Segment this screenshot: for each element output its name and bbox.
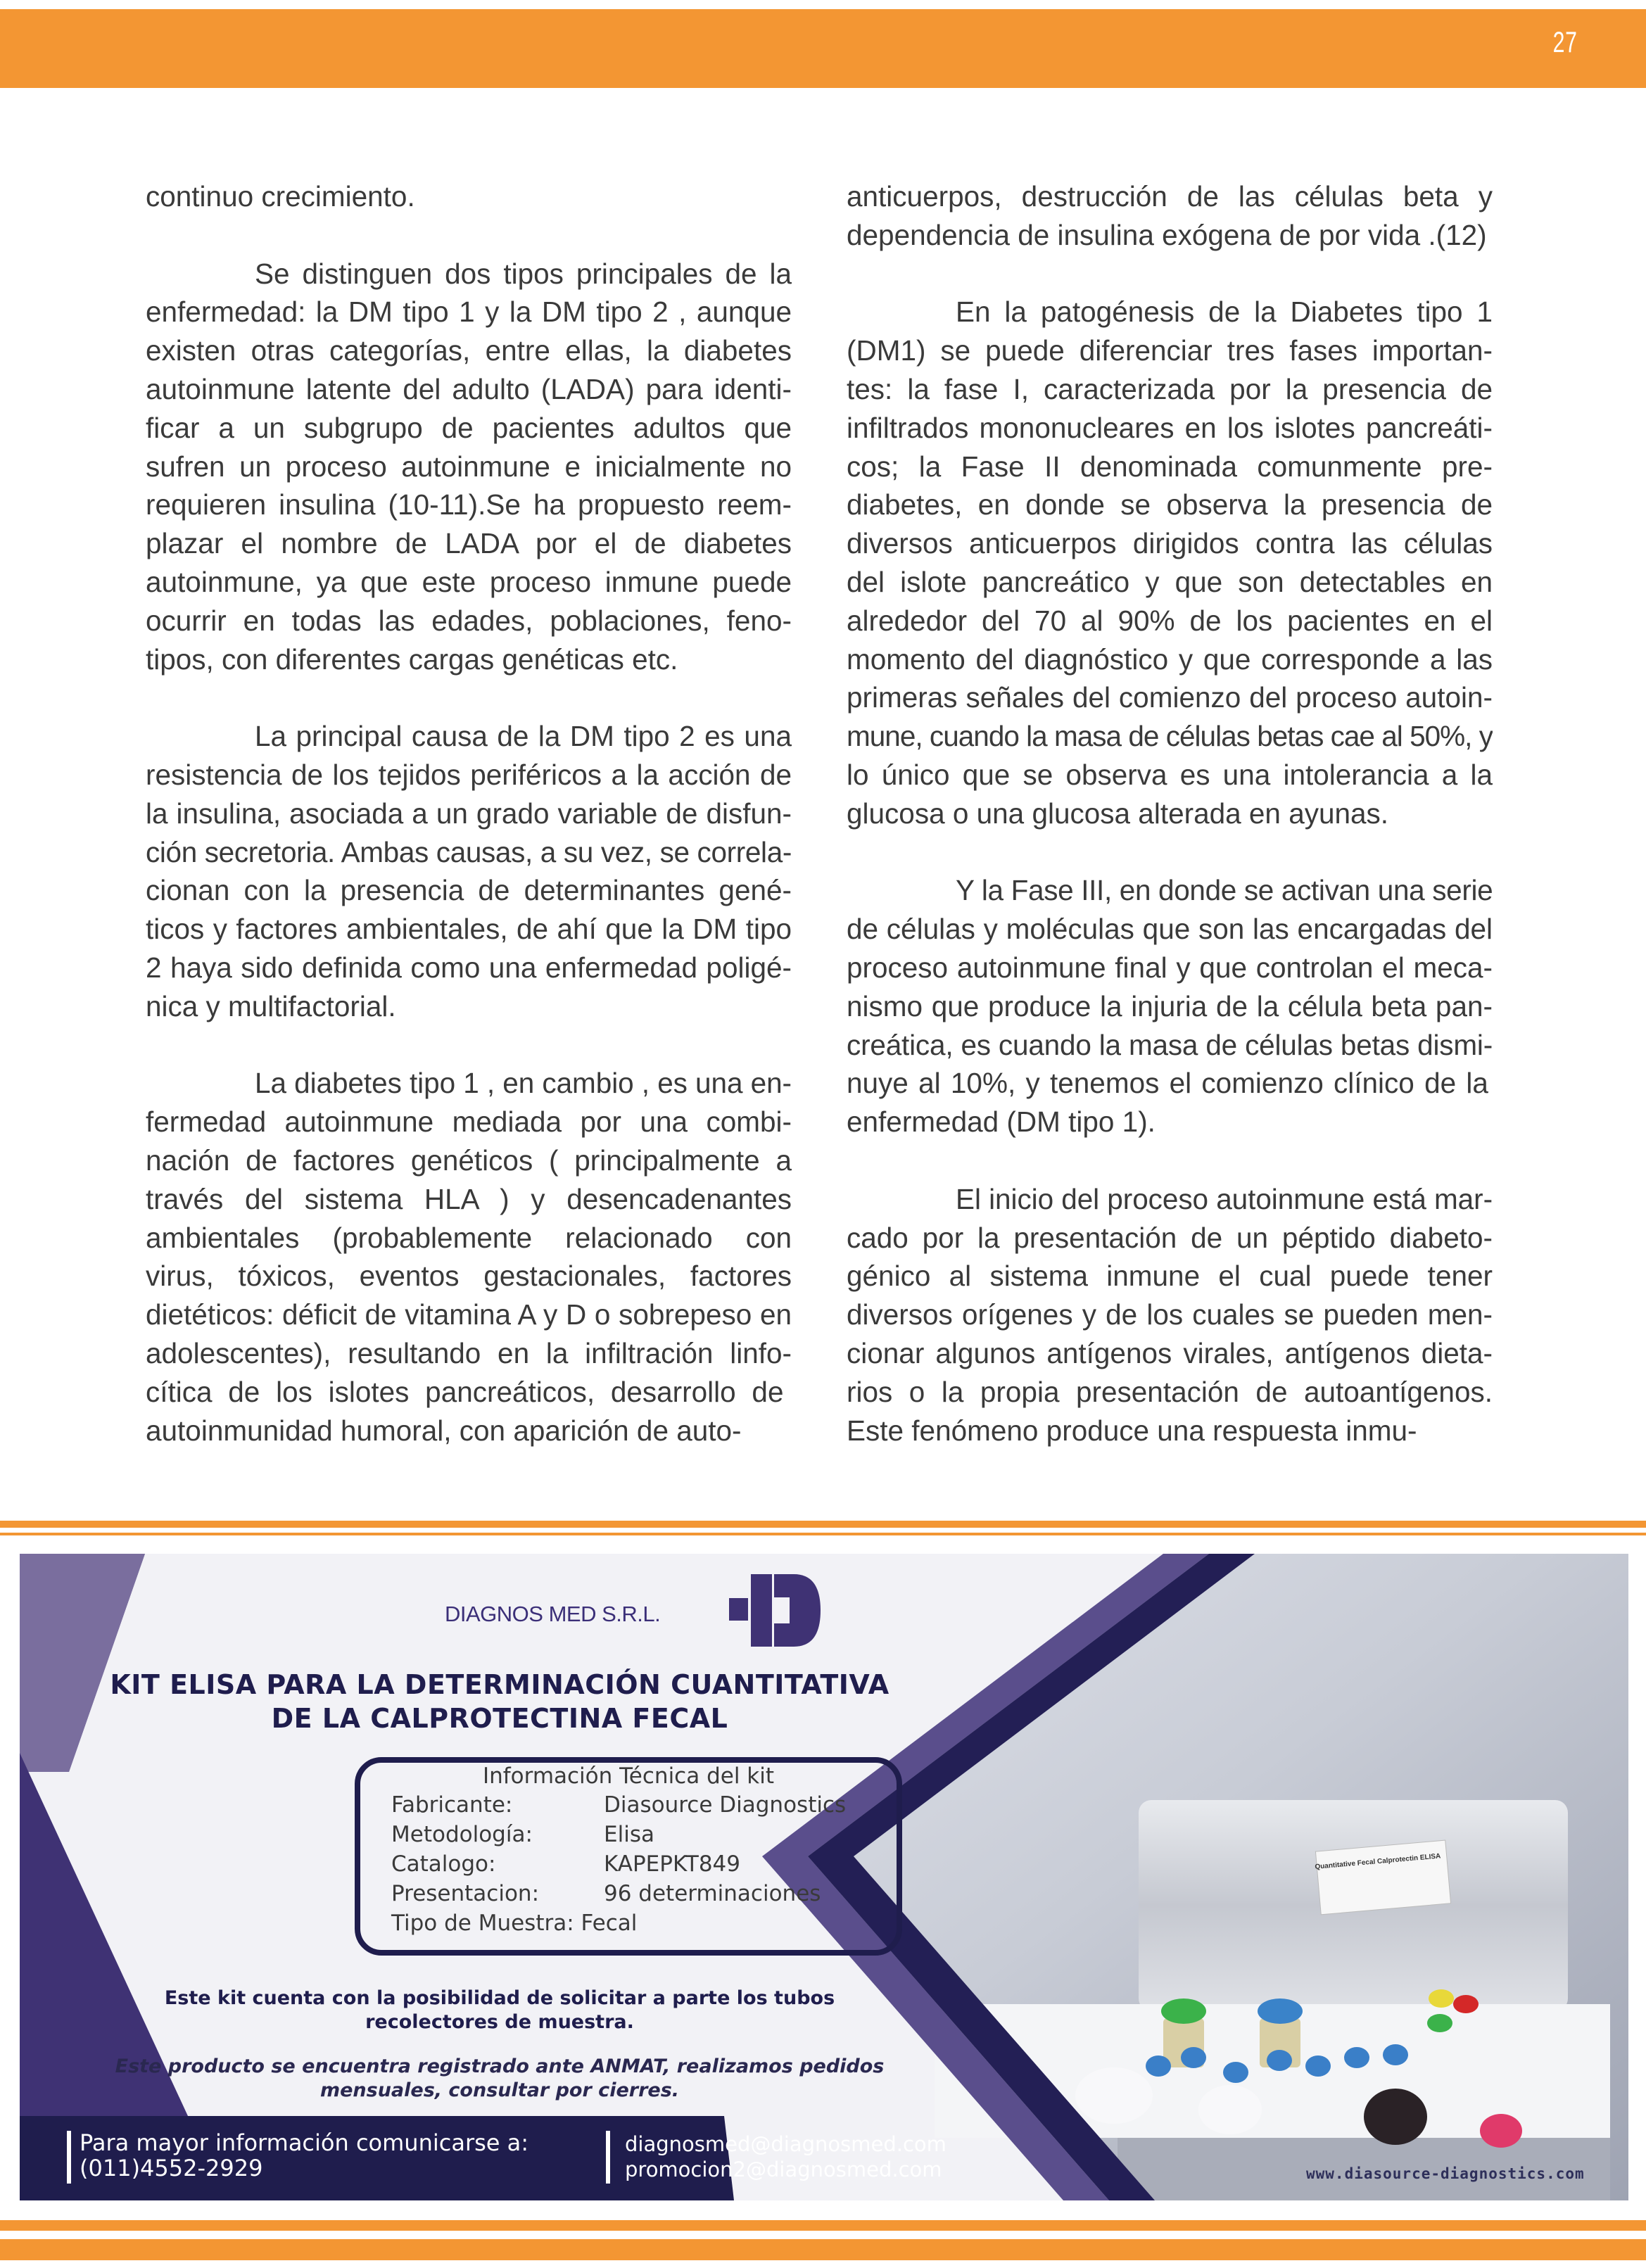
info-row-tipo-muestra: [391, 1911, 637, 1936]
text-line: anticuerpos, destrucción de las células beta y: [847, 180, 1493, 213]
text-line: mune, cuando la masa de células betas cae al 50%, y: [847, 720, 1493, 753]
info-value: KAPEPKT849: [604, 1851, 740, 1877]
contact-phone[interactable]: (011)4552-2929: [80, 2155, 263, 2181]
text-line: primeras señales del comienzo del proceso autoin-: [847, 681, 1493, 714]
paragraph: [146, 717, 792, 1025]
email-divider: [606, 2131, 610, 2184]
text-line: autoinmune latente del adulto (LADA) para identi-: [146, 372, 792, 405]
text-line: fermedad autoinmune mediada por una combi-: [146, 1106, 792, 1139]
page-number: 27: [1552, 25, 1578, 58]
text-line: continuo crecimiento.: [146, 180, 415, 213]
footer-bar-thick: [0, 2239, 1646, 2260]
info-value: Diasource Diagnostics: [604, 1792, 847, 1818]
info-label: Fabricante:: [391, 1792, 513, 1818]
paragraph-gap: [847, 255, 1493, 293]
info-row-metodologia: [391, 1822, 654, 1847]
text-line: alrededor del 70 al 90% de los pacientes en el: [847, 604, 1493, 637]
text-line: génico al sistema inmune el cual puede tener: [847, 1260, 1493, 1293]
paragraph-gap: [146, 678, 792, 717]
text-line: infiltrados mononucleares en los islotes pancreáti-: [847, 411, 1493, 444]
info-label: Metodología:: [391, 1822, 533, 1847]
contact-email-1[interactable]: diagnosmed@diagnosmed.com: [625, 2132, 947, 2156]
kit-label: [1315, 1840, 1450, 1915]
text-line: diabetes, en donde se observa la presencia de: [847, 488, 1493, 521]
ad-title-line-1: KIT ELISA PARA LA DETERMINACIÓN CUANTITATIVA: [110, 1669, 890, 1700]
text-line: la insulina, asociada a un grado variable de disfun-: [146, 797, 792, 830]
text-line: de células y moléculas que son las encargadas del: [847, 913, 1493, 946]
paragraph: [847, 1180, 1493, 1450]
text-line: dependencia de insulina exógena de por vida .(12): [847, 218, 1487, 251]
text-line: nación de factores genéticos ( principalmente a: [146, 1143, 792, 1177]
info-label: Catalogo:: [391, 1851, 496, 1877]
text-line: tipos, con diferentes cargas genéticas etc.: [146, 642, 678, 676]
info-label: Tipo de Muestra:: [391, 1911, 574, 1936]
text-line: nismo que produce la injuria de la célula beta pan-: [847, 989, 1493, 1022]
info-value: Elisa: [604, 1822, 654, 1847]
text-line: El inicio del proceso autoinmune está mar-: [956, 1182, 1493, 1215]
info-row-fabricante: [391, 1792, 846, 1818]
info-label: Presentacion:: [391, 1881, 540, 1906]
paragraph-gap: [146, 216, 792, 255]
paragraph-gap: [847, 1141, 1493, 1180]
contact-email-2[interactable]: promocion2@diagnosmed.com: [625, 2158, 942, 2181]
info-row-catalogo: [391, 1851, 740, 1877]
text-line: cionan con la presencia de determinantes gené-: [146, 874, 792, 907]
text-line: La diabetes tipo 1 , en cambio , es una en-: [255, 1067, 792, 1100]
text-line: cos; la Fase II denominada comunmente pre-: [847, 450, 1493, 483]
text-line: adolescentes), resultando en la infiltración linfo-: [146, 1336, 792, 1369]
text-line: autoinmune, ya que este proceso inmune puede: [146, 565, 792, 598]
text-line: glucosa o una glucosa alterada en ayunas.: [847, 797, 1389, 830]
ad-legal-line-2: mensuales, consultar por cierres.: [319, 2079, 680, 2101]
text-line: tes: la fase I, caracterizada por la presencia de: [847, 372, 1493, 405]
text-line: Este fenómeno produce una respuesta inmu-: [847, 1414, 1417, 1447]
paragraph: [146, 177, 792, 216]
text-line: ticos y factores ambientales, de ahí que la DM tipo: [146, 913, 792, 946]
text-line: resistencia de los tejidos periféricos a la acción de: [146, 758, 792, 791]
text-line: plazar el nombre de LADA por el de diabetes: [146, 527, 792, 560]
text-line: nuye al 10%, y tenemos el comienzo clínico de la: [847, 1067, 1488, 1100]
text-line: La principal causa de la DM tipo 2 es una: [255, 720, 792, 753]
text-line: través del sistema HLA ) y desencadenantes: [146, 1182, 792, 1215]
diagnosmed-logo-icon: [774, 1574, 821, 1647]
paragraph: [847, 871, 1493, 1141]
text-line: proceso autoinmune final y que controlan el meca-: [847, 951, 1493, 984]
text-line: Y la Fase III, en donde se activan una serie: [956, 874, 1493, 907]
kit-label-text: Quantitative Fecal Calprotectin ELISA: [1315, 1852, 1441, 1871]
text-line: cítica de los islotes pancreáticos, desarrollo de: [146, 1375, 784, 1408]
text-line: virus, tóxicos, eventos gestacionales, factores: [146, 1260, 792, 1293]
text-line: enfermedad (DM tipo 1).: [847, 1106, 1156, 1139]
info-heading: Información Técnica del kit: [482, 1763, 775, 1789]
text-line: del islote pancreático y que son detectables en: [847, 565, 1493, 598]
separator-thin: [0, 1533, 1646, 1535]
text-line: dietéticos: déficit de vitamina A y D o sobrepeso en: [146, 1298, 792, 1331]
article-column-left: [146, 177, 792, 1450]
contact-label: Para mayor información comunicarse a:: [80, 2129, 529, 2156]
paragraph: [847, 177, 1493, 255]
text-line: rios o la propia presentación de autoantígenos.: [847, 1375, 1493, 1408]
logo-square: [729, 1598, 748, 1621]
text-line: diversos anticuerpos dirigidos contra las células: [847, 527, 1493, 560]
text-line: ambientales (probablemente relacionado con: [146, 1221, 792, 1254]
footer-bar-thin: [0, 2220, 1646, 2231]
text-line: autoinmunidad humoral, con aparición de auto-: [146, 1414, 742, 1447]
ad-note-line-2: recolectores de muestra.: [365, 2011, 634, 2033]
paragraph: [847, 293, 1493, 832]
info-row-presentacion: [391, 1881, 821, 1906]
ad-title-line-2: DE LA CALPROTECTINA FECAL: [271, 1703, 728, 1734]
info-value: 96 determinaciones: [604, 1881, 821, 1906]
ad-website-link[interactable]: www.diasource-diagnostics.com: [1306, 2165, 1585, 2182]
text-line: existen otras categorías, entre ellas, la diabetes: [146, 334, 792, 367]
text-line: Se distinguen dos tipos principales de la: [255, 257, 792, 290]
text-line: sufren un proceso autoinmune e inicialmente no: [146, 450, 792, 483]
ad-legal-line-1: Este producto se encuentra registrado ante ANMAT, realizamos pedidos: [115, 2055, 885, 2077]
paragraph: [146, 255, 792, 679]
text-line: diversos orígenes y de los cuales se pueden men-: [847, 1298, 1493, 1331]
contact-divider: [67, 2131, 71, 2184]
text-line: ción secretoria. Ambas causas, a su vez, se correla-: [146, 835, 792, 868]
text-line: En la patogénesis de la Diabetes tipo 1: [956, 296, 1493, 329]
text-line: (DM1) se puede diferenciar tres fases importan-: [847, 334, 1493, 367]
text-line: momento del diagnóstico y que corresponde a las: [847, 642, 1493, 676]
text-line: ficar a un subgrupo de pacientes adultos que: [146, 411, 792, 444]
text-line: creática, es cuando la masa de células betas dismi-: [847, 1028, 1493, 1061]
text-line: lo único que se observa es una intolerancia a la: [847, 758, 1493, 791]
text-line: ocurrir en todas las edades, poblaciones, feno-: [146, 604, 792, 637]
text-line: 2 haya sido definida como una enfermedad poligé-: [146, 951, 792, 984]
article-column-right: [847, 177, 1493, 1450]
text-line: requieren insulina (10-11).Se ha propuesto reem-: [146, 488, 792, 521]
paragraph: [146, 1064, 792, 1450]
info-value: Fecal: [581, 1911, 638, 1936]
ad-company-name: DIAGNOS MED S.R.L.: [445, 1602, 661, 1626]
separator-thick: [0, 1521, 1646, 1528]
ad-note-line-1: Este kit cuenta con la posibilidad de solicitar a parte los tubos: [164, 1987, 835, 2009]
logo-bar: [751, 1574, 772, 1647]
text-line: enfermedad: la DM tipo 1 y la DM tipo 2 , aunque: [146, 296, 792, 329]
text-line: cionar algunos antígenos virales, antígenos dieta-: [847, 1336, 1493, 1369]
paragraph-gap: [847, 833, 1493, 872]
text-line: cado por la presentación de un péptido diabeto-: [847, 1221, 1493, 1254]
paragraph-gap: [146, 1026, 792, 1065]
header-bar: [0, 9, 1646, 88]
text-line: nica y multifactorial.: [146, 989, 396, 1022]
